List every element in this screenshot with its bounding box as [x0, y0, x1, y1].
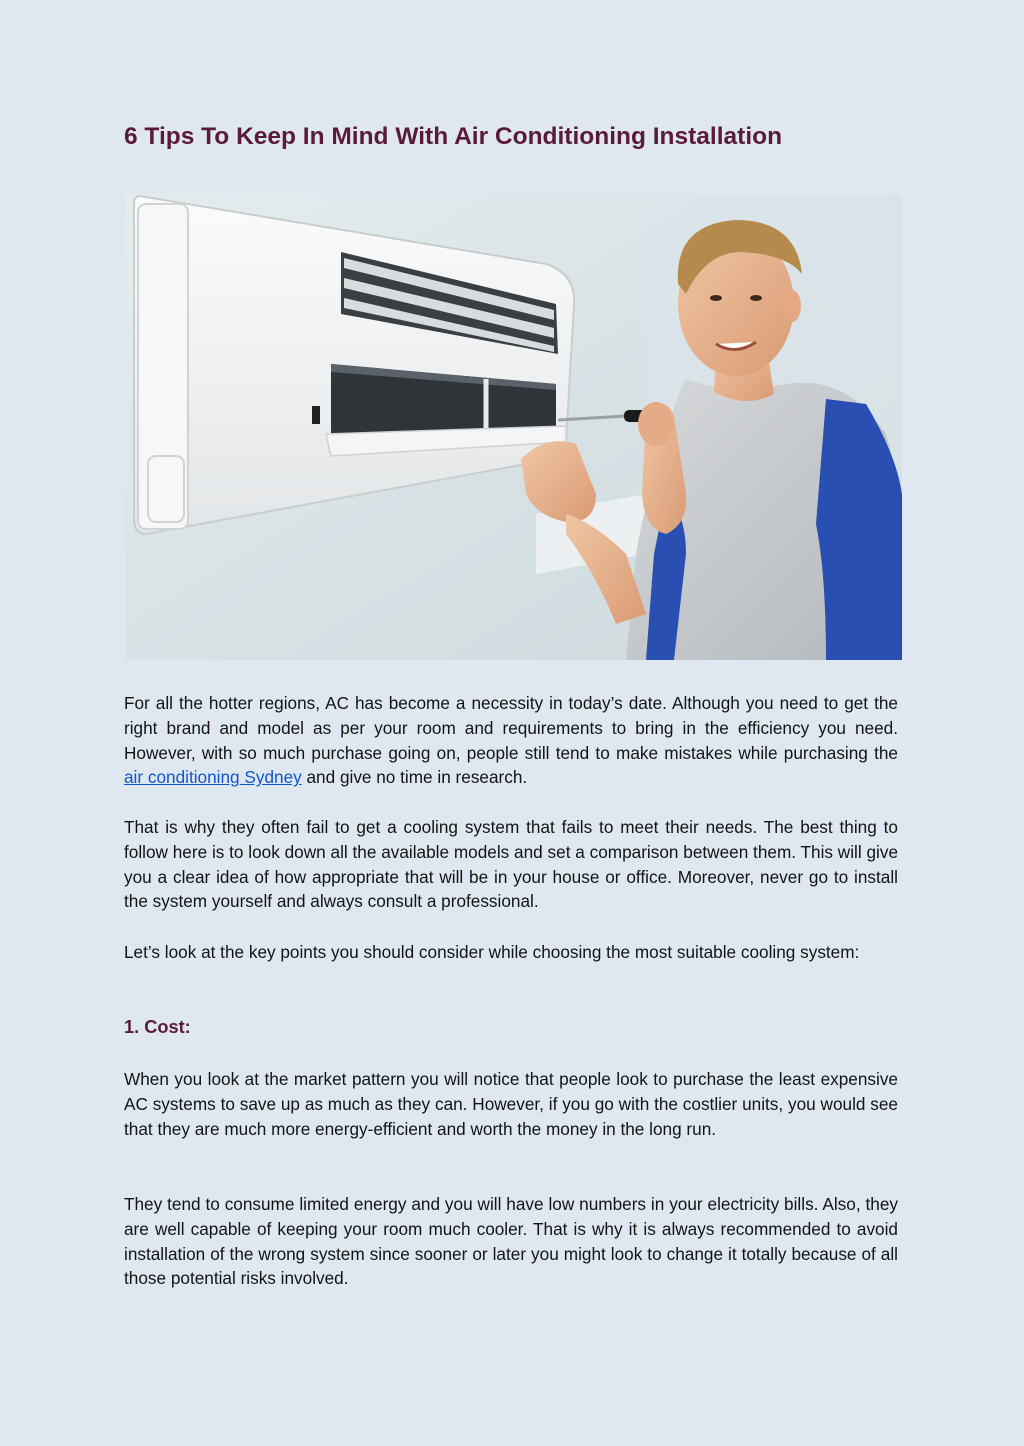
paragraph-cost-market: When you look at the market pattern you will notice that people look to purchase the least expensive AC systems to save up as much as they can. However, if you go with the costlier units, you would see that they are much more energy-efficient and worth the money in the long run.	[124, 1069, 898, 1139]
section-heading-cost: 1. Cost:	[124, 1017, 191, 1037]
intro-text-end: and give no time in research.	[301, 767, 528, 788]
intro-paragraph	[124, 691, 898, 790]
paragraph-key-points: Let’s look at the key points you should consider while choosing the most suitable cooling system:	[124, 942, 860, 962]
intro-text-start: For all the hotter regions, AC has become a necessity in today’s date. Although you need to get the right brand and model as per your room and requirements to bring in the efficiency you need. However, with so much purchase going on, people still tend to make mistakes while purchasing the	[124, 693, 898, 763]
paragraph-cost-energy: They tend to consume limited energy and you will have low numbers in your electricity bills. Also, they are well capable of keeping your room much cooler. That is why it is always recommended to avoid installation of the wrong system since sooner or later you might look to change it totally because of all those potential risks involved.	[124, 1194, 898, 1289]
air-conditioning-sydney-link[interactable]: air conditioning Sydney	[124, 767, 302, 788]
paragraph-comparison: That is why they often fail to get a cooling system that fails to meet their needs. The best thing to follow here is to look down all the available models and set a comparison between them. This will give you a clear idea of how appropriate that will be in your house or office. Moreover, never go to install the system yourself and always consult a professional.	[124, 817, 898, 912]
page-title: 6 Tips To Keep In Mind With Air Conditioning Installation	[124, 123, 783, 150]
hero-image	[126, 194, 902, 660]
